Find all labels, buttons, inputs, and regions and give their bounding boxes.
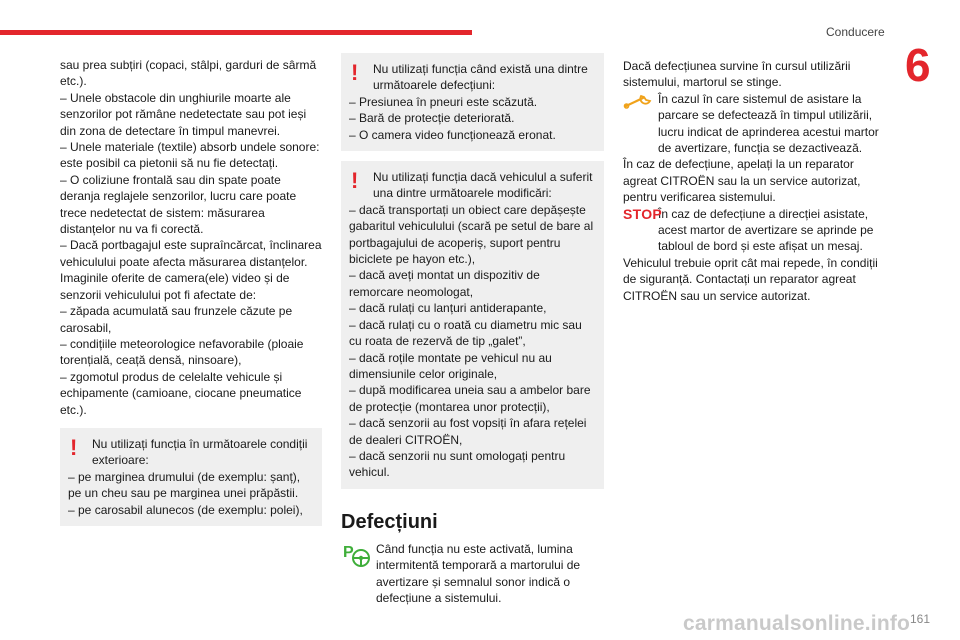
paragraph: – Dacă portbagajul este supraîncărcat, înclinarea vehiculului poate afecta măsurarea distanțelor. — [60, 238, 322, 269]
exclamation-icon: ! — [351, 60, 359, 85]
chapter-name: Conducere — [826, 25, 885, 39]
chapter-accent-bar — [0, 30, 472, 35]
warning-item: – Bară de protecție deteriorată. — [349, 111, 515, 126]
paragraph: Dacă defecțiunea survine în cursul utilizării sistemului, martorul se stinge. — [623, 59, 851, 90]
column-3 — [623, 58, 885, 304]
stop-icon: STOP — [623, 205, 663, 222]
warning-item: – Presiunea în pneuri este scăzută. — [349, 94, 538, 109]
stop-paragraph: STOP În caz de defecțiune a direcției asistate, acest martor de avertizare se aprinde pe tabloul de bord și este afișat un mesaj. — [623, 205, 874, 254]
warning-intro: ! Nu utilizați funcția în următoarele condiții exterioare: — [70, 434, 308, 468]
paragraph: – zgomotul produs de celelalte vehicule și echipamente (camioane, ciocane pneumatice etc.). — [60, 369, 302, 417]
paragraph: Imaginile oferite de camera(ele) video și de senzorii vehiculului pot fi afectate de: — [60, 271, 290, 302]
watermark: carmanualsonline.info — [683, 612, 911, 635]
fault-paragraph: P Când funcția nu este activată, lumina intermitentă temporară a martorului de avertizare și semnalul sonor indică o defecțiune a sistemului. — [343, 541, 581, 605]
exclamation-icon: ! — [351, 168, 359, 194]
warning-item: – pe marginea drumului (de exemplu: șanț), pe un cheu sau pe marginea unei prăpăstii. — [68, 469, 301, 501]
paragraph: sau prea subțiri (copaci, stâlpi, garduri de sârmă etc.). — [60, 58, 317, 89]
warning-item: – după modificarea uneia sau a ambelor bare de protecție (montarea unor protecții), — [349, 383, 591, 414]
section-title-defectiuni: Defecțiuni — [341, 510, 438, 533]
warning-box-modifications — [341, 161, 604, 489]
paragraph: – Unele materiale (textile) absorb undele sonore: este posibil ca pietonii să nu fie detectați. — [60, 140, 320, 171]
paragraph: Vehiculul trebuie oprit cât mai repede, în condiții de siguranță. Contactați un reparator agreat CITROËN sau un service autorizat. — [623, 255, 878, 303]
warning-intro: ! Nu utilizați funcția dacă vehiculul a suferit una dintre următoarele modificări: — [351, 168, 593, 201]
warning-item: – dacă roțile montate pe vehicul nu au dimensiunile celor originale, — [349, 350, 552, 381]
warning-item: – dacă aveți montat un dispozitiv de remorcare neomologat, — [349, 268, 540, 299]
chapter-number: 6 — [905, 39, 931, 91]
paragraph: – zăpada acumulată sau frunzele căzute pe carosabil, — [60, 304, 293, 335]
warning-item: – dacă senzorii au fost vopsiți în afara rețelei de dealeri CITROËN, — [349, 416, 587, 447]
park-assist-steering-icon — [341, 542, 371, 572]
warning-box-faults — [341, 53, 604, 151]
paragraph: În caz de defecțiune, apelați la un reparator agreat CITROËN sau la un service autorizat, pentru verificarea sistemului. — [623, 157, 861, 205]
column-2 — [341, 53, 604, 606]
warning-item: – dacă rulați cu o roată cu diametru mic sau cu roata de rezervă de tip „galet”, — [349, 317, 582, 349]
svg-text:P: P — [343, 543, 354, 561]
wrench-icon — [623, 92, 655, 114]
exclamation-icon: ! — [70, 434, 78, 460]
warning-box-exterior-conditions — [60, 428, 322, 526]
warning-intro: ! Nu utilizați funcția când există una dintre următoarele defecțiuni: — [351, 60, 588, 93]
paragraph: – condițiile meteorologice nefavorabile (ploaie torențială, ceață densă, ninsoare), — [60, 336, 304, 368]
column-1 — [60, 57, 322, 526]
warning-item: – O camera video funcționează eronat. — [349, 127, 556, 142]
service-paragraph: În cazul în care sistemul de asistare la parcare se defectează în timpul utilizării, lucru indicat de aprinderea acestui martor de avertizare, funcția se dezactivează. — [623, 91, 885, 157]
paragraph: – Unele obstacole din unghiurile moarte ale senzorilor pot rămâne nedetectate sau pot ieși din zona de detectare în timpul manevrei. — [60, 90, 307, 138]
warning-item: – pe carosabil alunecos (de exemplu: polei), — [68, 502, 303, 517]
warning-item: – dacă senzorii nu sunt omologați pentru vehicul. — [349, 448, 566, 480]
paragraph: – O coliziune frontală sau din spate poate deranja reglajele senzorilor, lucru care poate trece nedetectat de sistem: măsurarea distanțelor nu va fi corectă. — [60, 172, 297, 237]
warning-item: – dacă rulați cu lanțuri antiderapante, — [349, 301, 547, 316]
warning-item: – dacă transportați un obiect care depășește gabaritul vehiculului (scară pe setul de bare al portbagajului de acoperiș, suport pentru biciclete pe hayon etc.), — [349, 202, 594, 267]
page-number: 161 — [910, 612, 931, 626]
